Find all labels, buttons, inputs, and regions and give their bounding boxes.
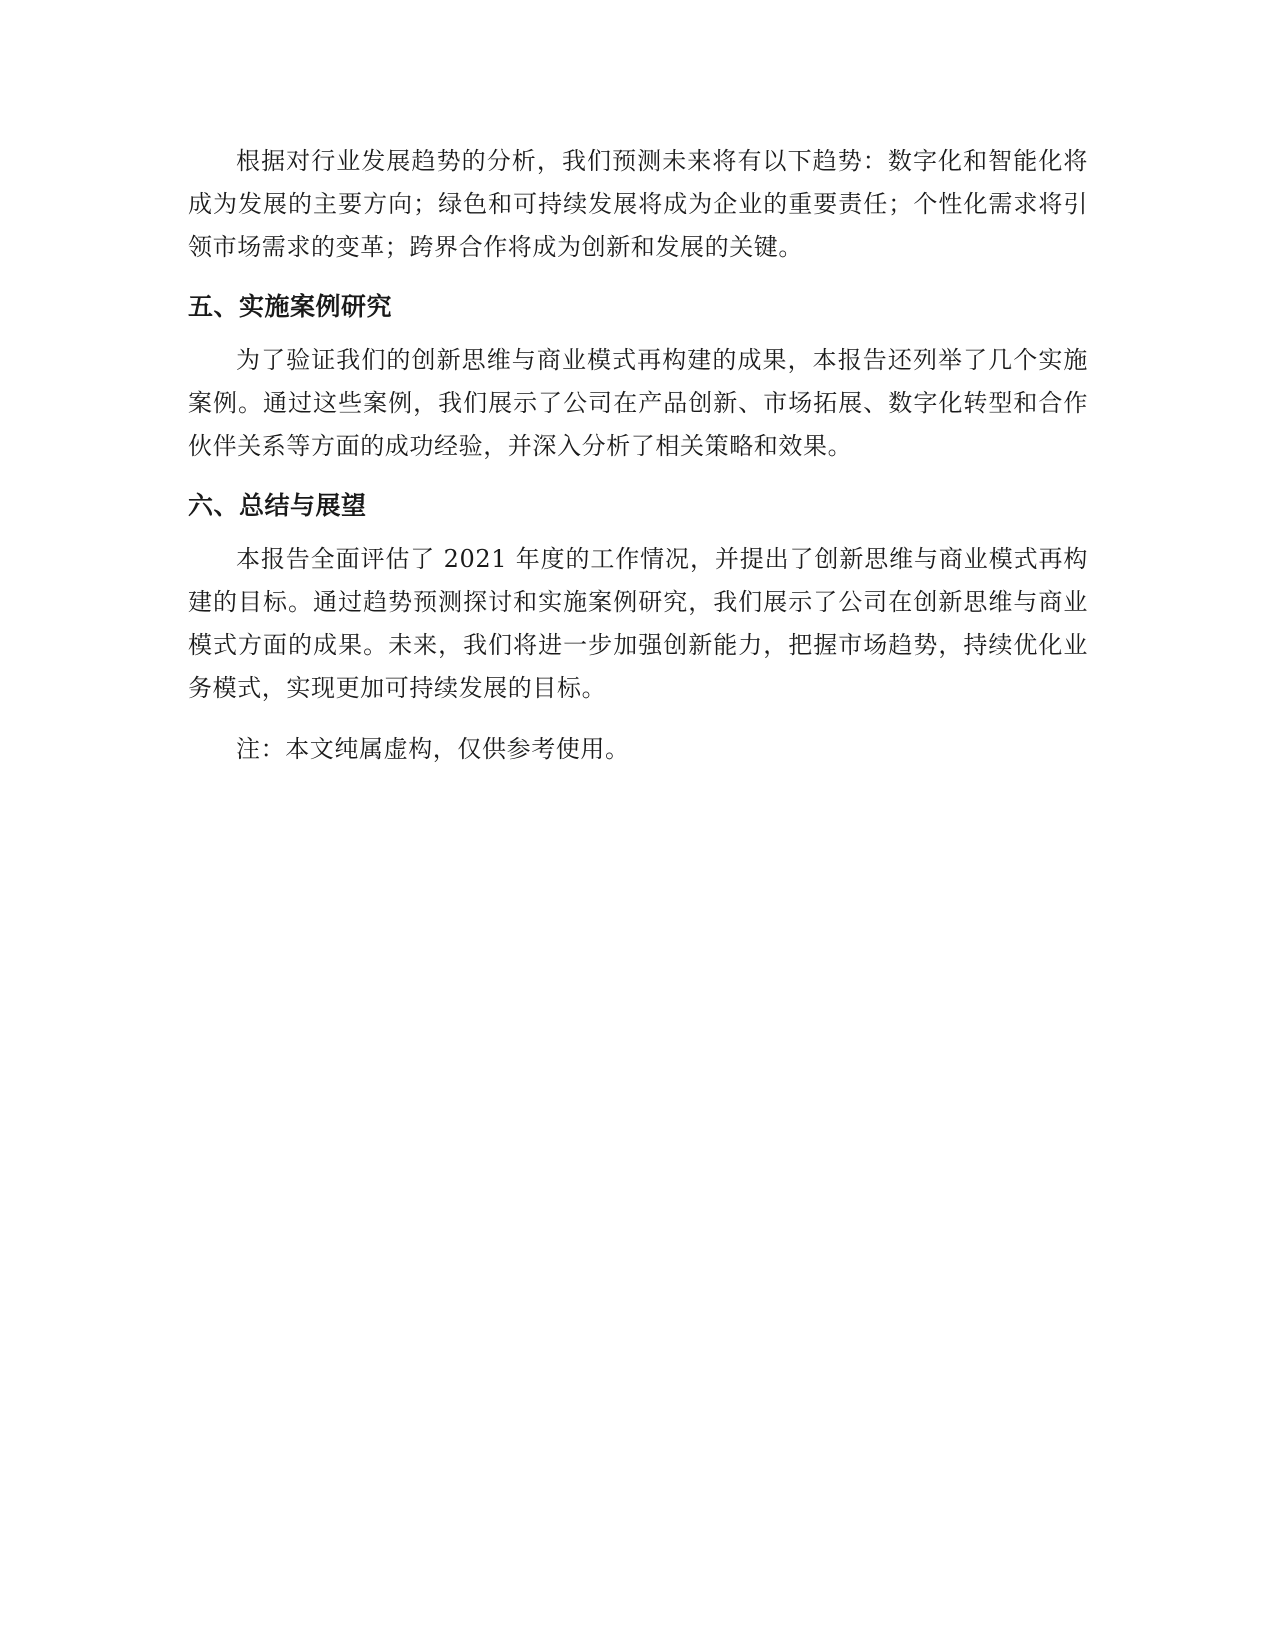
document-body [188,140,1088,789]
intro-paragraph: 根据对行业发展趋势的分析，我们预测未来将有以下趋势：数字化和智能化将成为发展的主要方向；绿色和可持续发展将成为企业的重要责任；个性化需求将引领市场需求的变革；跨界合作将成为创新和发展的关键。 [188,147,1088,261]
section-paragraph-case-study: 为了验证我们的创新思维与商业模式再构建的成果，本报告还列举了几个实施案例。通过这些案例，我们展示了公司在产品创新、市场拓展、数字化转型和合作伙伴关系等方面的成功经验，并深入分析了相关策略和效果。 [188,346,1088,460]
section-paragraph-summary: 本报告全面评估了 2021 年度的工作情况，并提出了创新思维与商业模式再构建的目标。通过趋势预测探讨和实施案例研究，我们展示了公司在创新思维与商业模式方面的成果。未来，我们将进一步加强创新能力，把握市场趋势，持续优化业务模式，实现更加可持续发展的目标。 [188,545,1088,702]
footnote: 注：本文纯属虚构，仅供参考使用。 [236,735,630,763]
section-heading-summary: 六、总结与展望 [188,491,367,520]
section-heading-case-study: 五、实施案例研究 [188,292,393,321]
